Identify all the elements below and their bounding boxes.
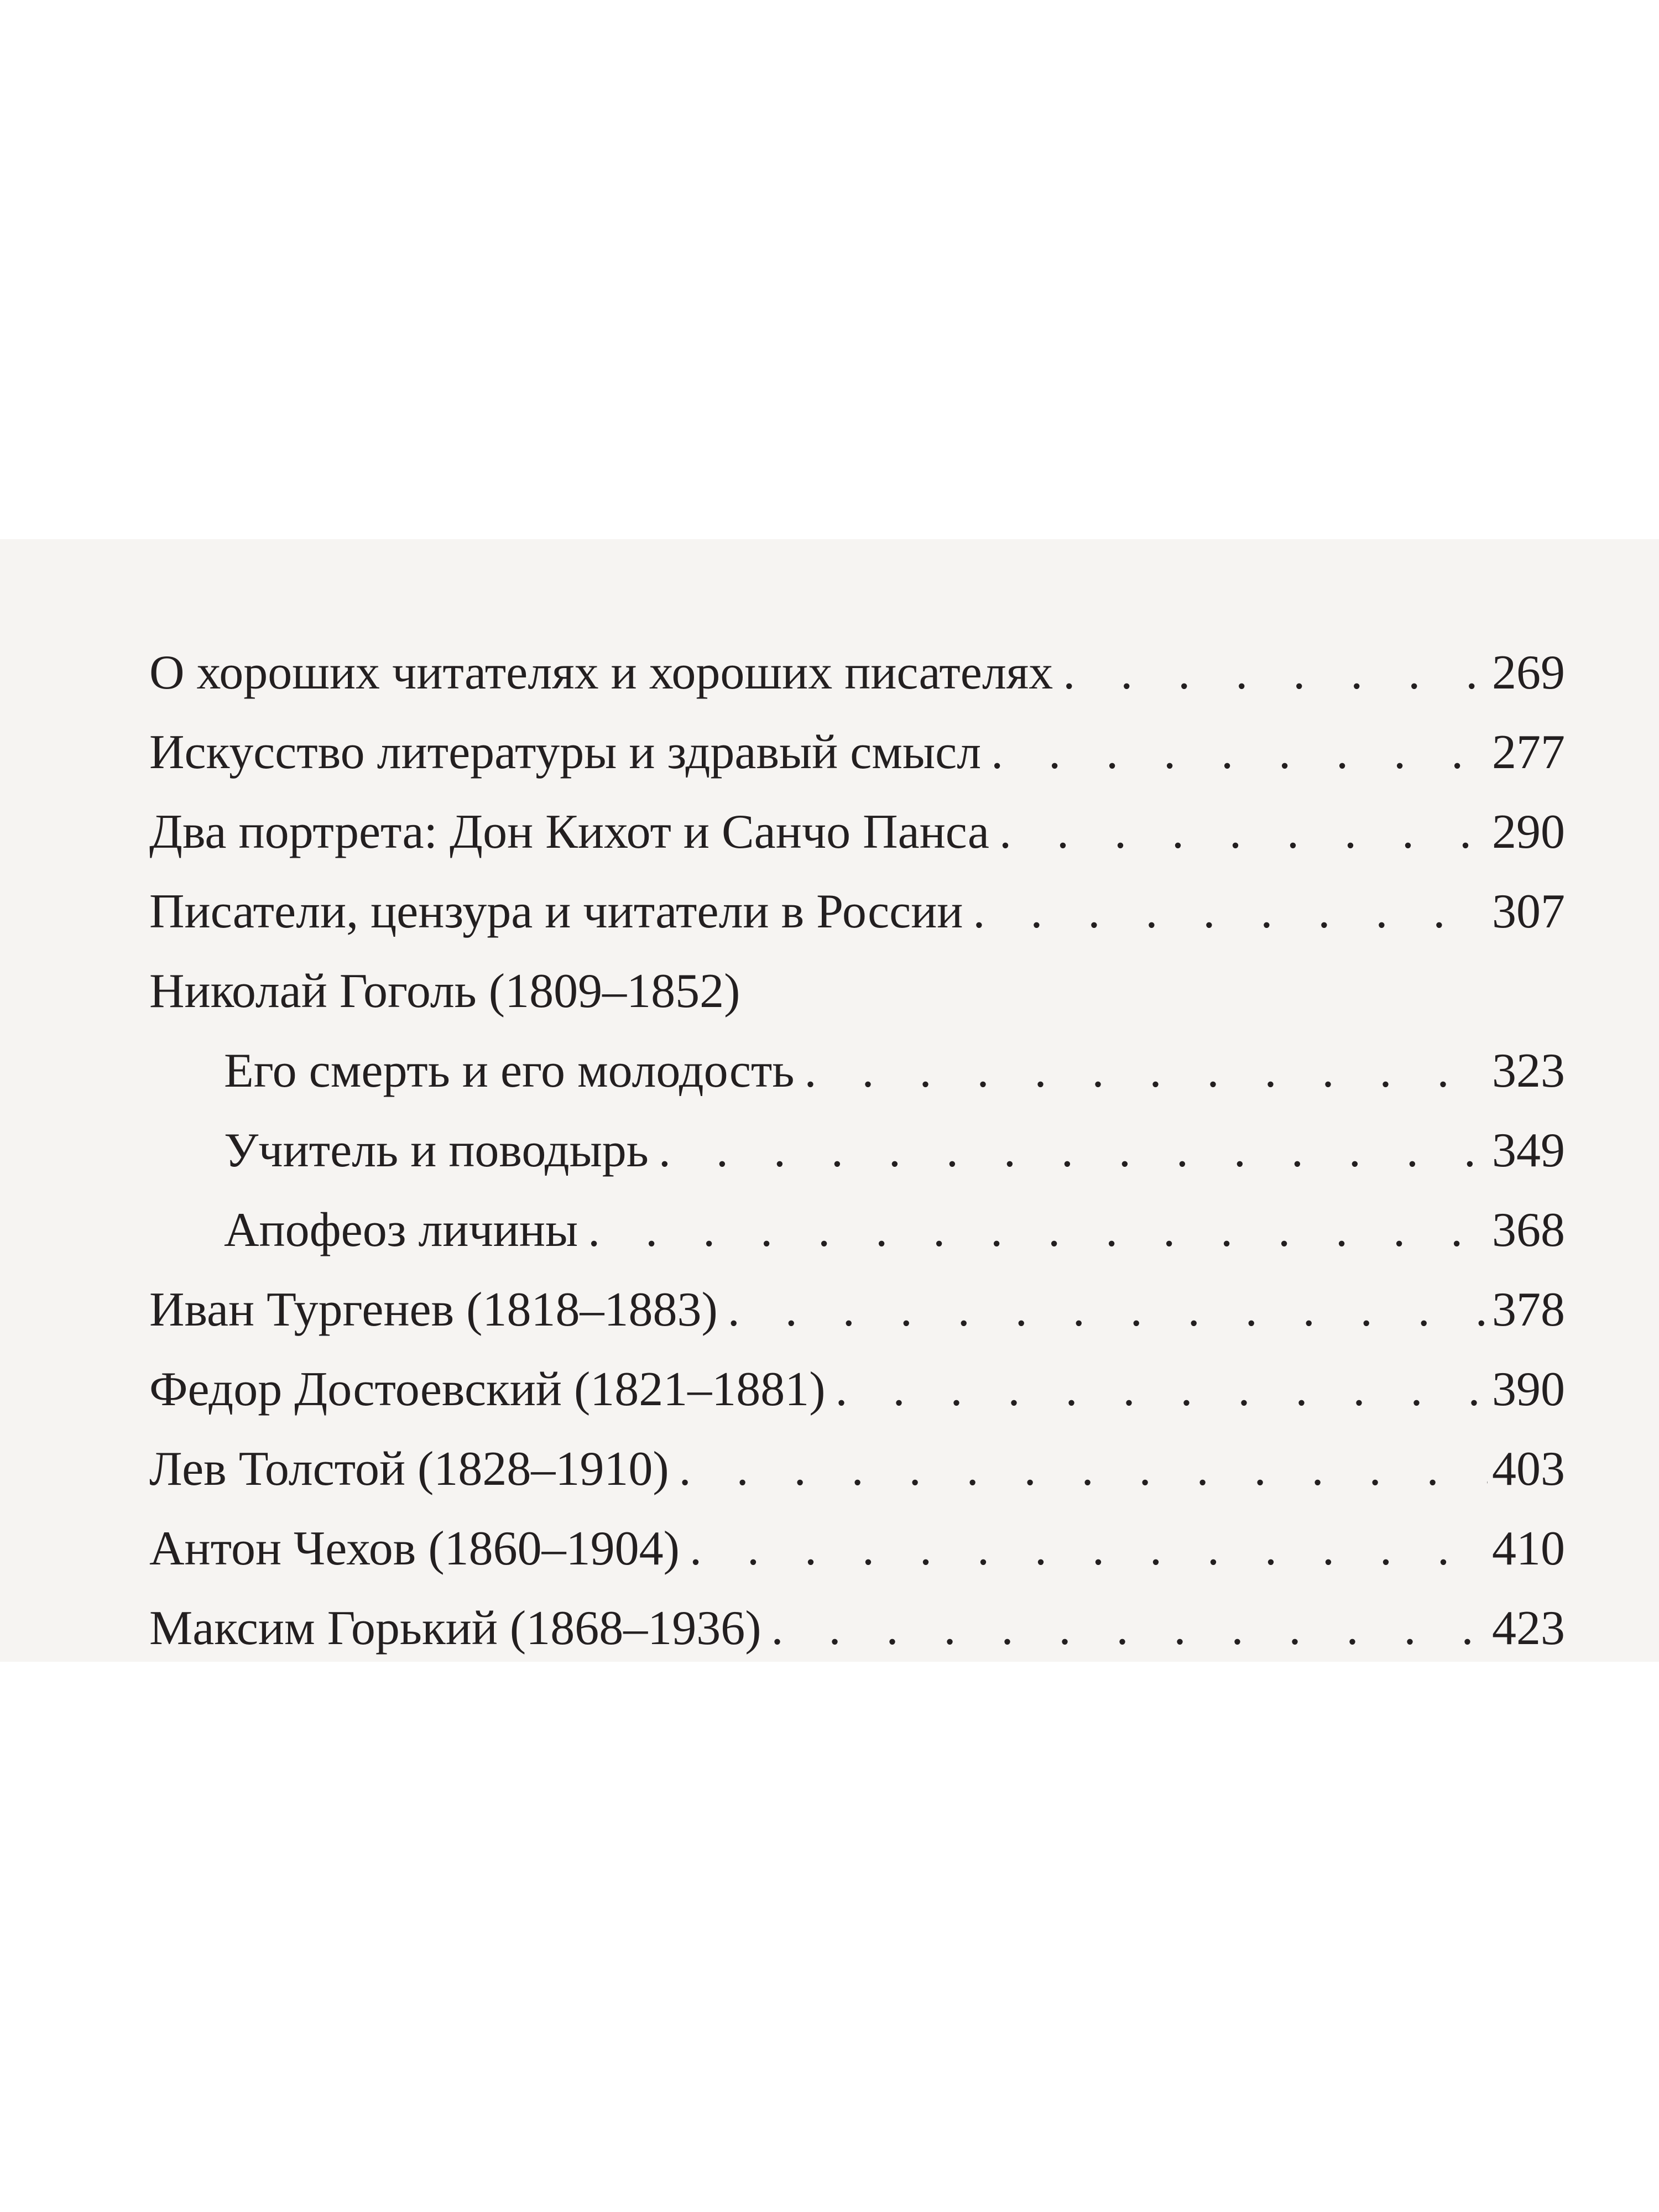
toc-dot-leader [999,792,1488,872]
toc-entry-page: 277 [1492,726,1565,779]
toc-section-heading [149,952,1565,1031]
toc-entry [149,713,1565,792]
toc-dot-leader [728,1270,1488,1350]
toc-dot-leader [804,1031,1488,1111]
toc-entry-title: Его смерть и его молодость [224,1044,795,1098]
toc-entry [149,1350,1565,1430]
toc-entry-page: 307 [1492,885,1565,938]
toc-entry [149,1270,1565,1350]
toc-entry [149,1589,1565,1668]
toc-entry-page: 410 [1492,1522,1565,1575]
toc-subentry [149,1191,1565,1270]
toc-entry-title: Антон Чехов (1860–1904) [149,1522,680,1575]
toc-dot-leader [588,1191,1488,1270]
toc-dot-leader [836,1350,1488,1430]
toc-dot-leader [973,872,1488,952]
toc-entry-title: Иван Тургенев (1818–1883) [149,1283,718,1337]
toc-entry-title: Писатели, цензура и читатели в России [149,885,963,938]
toc-dot-leader [659,1111,1488,1191]
toc-entry-page: 403 [1492,1442,1565,1496]
toc-dot-leader [771,1589,1488,1668]
toc-entry [149,792,1565,872]
toc-entry [149,633,1565,713]
toc-entry [149,1509,1565,1589]
toc-entry-page: 269 [1492,646,1565,700]
toc-entry-page: 349 [1492,1124,1565,1177]
table-of-contents [149,633,1565,1668]
toc-entry [149,1430,1565,1509]
toc-entry-page: 378 [1492,1283,1565,1337]
toc-section-title: Николай Гоголь (1809–1852) [149,964,740,1018]
toc-entry-page: 390 [1492,1363,1565,1416]
toc-dot-leader [1063,633,1488,713]
toc-dot-leader [690,1509,1488,1589]
toc-subentry [149,1111,1565,1191]
toc-subentry [149,1031,1565,1111]
toc-entry-title: Федор Достоевский (1821–1881) [149,1363,826,1416]
toc-entry-page: 423 [1492,1601,1565,1655]
toc-entry-title: О хороших читателях и хороших писателях [149,646,1053,700]
toc-entry-title: Два портрета: Дон Кихот и Санчо Панса [149,805,989,859]
toc-entry-title: Апофеоз личины [224,1203,578,1257]
toc-dot-leader [991,713,1488,792]
toc-entry-page: 323 [1492,1044,1565,1098]
toc-entry-title: Максим Горький (1868–1936) [149,1601,761,1655]
toc-entry-title: Лев Толстой (1828–1910) [149,1442,669,1496]
toc-entry [149,872,1565,952]
toc-entry-title: Искусство литературы и здравый смысл [149,726,982,779]
toc-entry-title: Учитель и поводырь [224,1124,649,1177]
toc-entry-page: 290 [1492,805,1565,859]
toc-dot-leader [679,1430,1488,1509]
toc-entry-page: 368 [1492,1203,1565,1257]
